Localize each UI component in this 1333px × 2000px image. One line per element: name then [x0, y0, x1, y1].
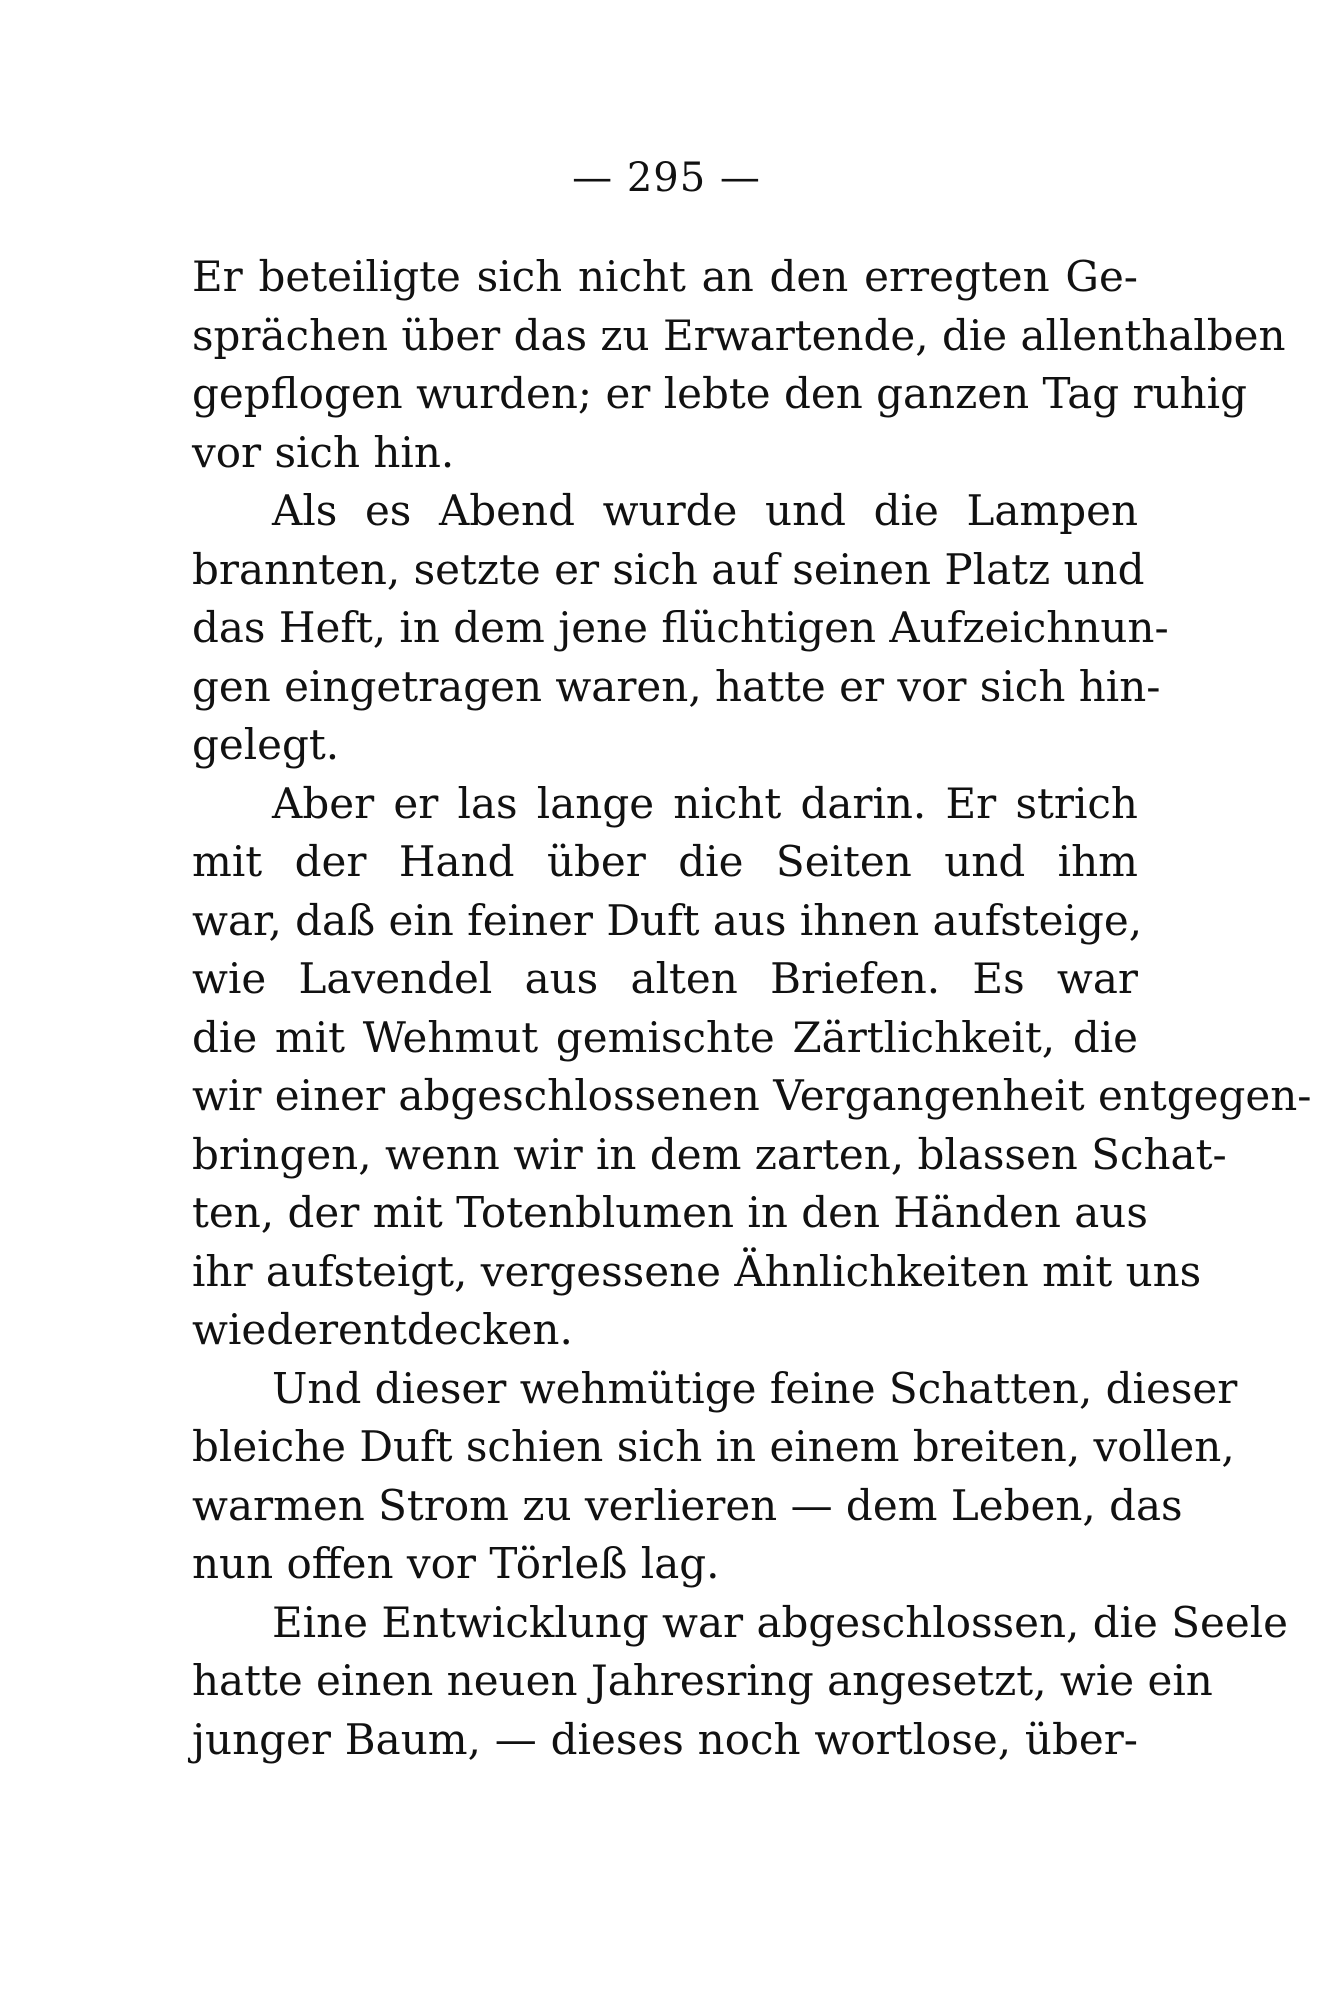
body-text [192, 248, 1312, 1769]
text-line: gen eingetragen waren, hatte er vor sich hin- [192, 661, 1161, 711]
text-line: mit der Hand über die Seiten und ihm [192, 837, 1138, 886]
text-line: nun offen vor Törleß lag. [192, 1539, 720, 1588]
text-line: vor sich hin. [192, 427, 455, 477]
text-line: sprächen über das zu Erwartende, die allenthalben [192, 310, 1286, 360]
text-line: bleiche Duft schien sich in einem breiten, vollen, [192, 1422, 1235, 1471]
text-line: gepflogen wurden; er lebte den ganzen Tag ruhig [192, 369, 1248, 418]
text-line: Aber er las lange nicht darin. Er strich [272, 778, 1138, 828]
text-line: junger Baum, — dieses noch wortlose, über- [192, 1714, 1138, 1764]
text-line: wie Lavendel aus alten Briefen. Es war [192, 954, 1138, 1003]
text-line: Eine Entwicklung war abgeschlossen, die Seele [272, 1597, 1288, 1647]
text-line: bringen, wenn wir in dem zarten, blassen Schat- [192, 1129, 1227, 1179]
text-line: Er beteiligte sich nicht an den erregten Ge- [192, 252, 1138, 301]
text-line: gelegt. [192, 720, 340, 769]
text-line: war, daß ein feiner Duft aus ihnen aufsteige, [192, 895, 1143, 945]
text-line: wir einer abgeschlossenen Vergangenheit entgegen- [192, 1071, 1312, 1120]
text-line: hatte einen neuen Jahresring angesetzt, wie ein [192, 1656, 1213, 1705]
text-line: brannten, setzte er sich auf seinen Platz und [192, 544, 1145, 594]
text-line: Und dieser wehmütige feine Schatten, dieser [272, 1363, 1238, 1413]
text-line: ten, der mit Totenblumen in den Händen aus [192, 1188, 1148, 1237]
text-line: das Heft, in dem jene flüchtigen Aufzeichnun- [192, 603, 1169, 652]
text-line: Als es Abend wurde und die Lampen [272, 486, 1138, 535]
text-line: wiederentdecken. [192, 1305, 573, 1354]
text-line: warmen Strom zu verlieren — dem Leben, das [192, 1480, 1183, 1530]
page-number: — 295 — [572, 155, 761, 201]
text-line: die mit Wehmut gemischte Zärtlichkeit, die [192, 1012, 1138, 1062]
text-line: ihr aufsteigt, vergessene Ähnlichkeiten mit uns [192, 1246, 1202, 1296]
